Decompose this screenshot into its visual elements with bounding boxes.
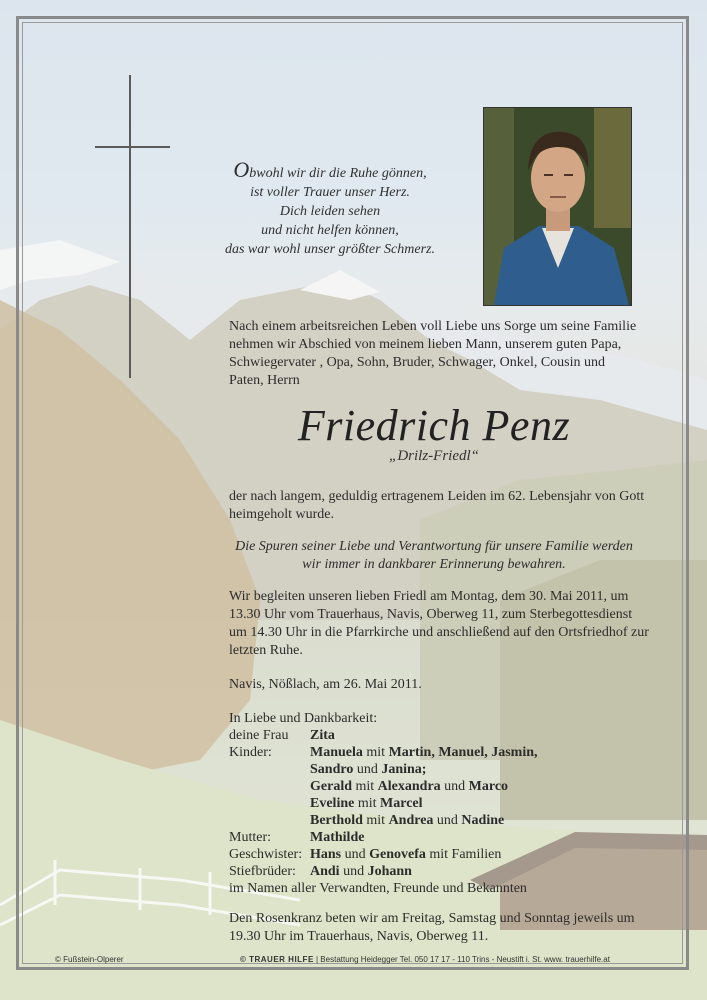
portrait-image xyxy=(484,108,631,305)
family-label: Kinder: xyxy=(229,745,272,760)
family-row-children xyxy=(229,778,669,795)
family-row-children xyxy=(229,744,669,761)
poem-line: das war wohl unser größter Schmerz. xyxy=(224,242,435,257)
cross-icon xyxy=(129,75,131,378)
family-joiner: und xyxy=(353,762,382,777)
family-name: Manuela xyxy=(310,745,363,760)
family-row-stepbrothers xyxy=(229,863,669,880)
family-row-wife xyxy=(229,727,669,744)
family-name: Zita xyxy=(310,728,335,743)
family-name: Alexandra xyxy=(377,779,441,794)
poem-line: Dich leiden sehen xyxy=(279,204,381,219)
family-name: Martin, Manuel, Jasmin, xyxy=(388,745,538,760)
funeral-paragraph: Wir begleiten unseren lieben Friedl am Montag, dem 30. Mai 2011, um 13.30 Uhr vom Trauerhaus, Navis, Oberweg 11, zum Sterbegottesdienst um 14.30 Uhr in die Pfarrkirche und anschließend auf den Ortsfriedhof zur letzten Ruhe. xyxy=(229,589,649,658)
family-label: deine Frau xyxy=(229,728,289,743)
family-joiner: mit xyxy=(362,745,389,760)
cross-icon-bar xyxy=(95,146,170,148)
poem xyxy=(190,157,470,259)
family-name: Mathilde xyxy=(310,830,365,845)
poem-line: ist voller Trauer unser Herz. xyxy=(250,185,410,200)
family-joiner: mit xyxy=(354,796,381,811)
family-name: Gerald xyxy=(310,779,352,794)
family-row-mother xyxy=(229,829,669,846)
family-joiner: und xyxy=(440,779,469,794)
family-name: Marcel xyxy=(380,796,423,811)
family-list xyxy=(229,710,669,897)
family-label: Mutter: xyxy=(229,830,271,845)
family-name: Andrea xyxy=(388,813,434,828)
family-closing: im Namen aller Verwandten, Freunde und Bekannten xyxy=(229,881,527,896)
family-row-siblings xyxy=(229,846,669,863)
family-label: Stiefbrüder: xyxy=(229,864,296,879)
family-heading: In Liebe und Dankbarkeit: xyxy=(229,711,378,726)
family-row-children xyxy=(229,812,669,829)
deceased-name: Friedrich Penz xyxy=(297,401,571,450)
family-joiner: mit xyxy=(352,779,378,794)
rosary-paragraph: Den Rosenkranz beten wir am Freitag, Samstag und Sonntag jeweils um 19.30 Uhr im Trauerhaus, Navis, Oberweg 11. xyxy=(229,911,635,944)
family-name: Berthold xyxy=(310,813,363,828)
funeral-home-details: | Bestattung Heidegger Tel. 050 17 17 - 110 Trins - Neustift i. St. www. trauerhilfe.at xyxy=(313,955,610,964)
family-name: Marco xyxy=(468,779,509,794)
family-name: Genovefa xyxy=(369,847,426,862)
family-name: Janina; xyxy=(381,762,427,777)
family-name: Andi xyxy=(310,864,340,879)
family-joiner: und xyxy=(433,813,462,828)
family-name: Eveline xyxy=(310,796,355,811)
family-name: Hans xyxy=(310,847,342,862)
family-joiner: und xyxy=(339,864,368,879)
portrait-photo xyxy=(483,107,632,306)
brand-logo: © TRAUER HILFE xyxy=(240,955,314,964)
family-name: Nadine xyxy=(461,813,505,828)
family-joiner: mit xyxy=(362,813,389,828)
nickname: „Drilz-Friedl“ xyxy=(388,448,479,464)
poem-line: bwohl wir dir die Ruhe gönnen, xyxy=(249,166,427,181)
family-joiner: mit Familien xyxy=(425,847,502,862)
photo-credit: © Fußstein-Olperer xyxy=(55,955,124,964)
funeral-home-credit xyxy=(240,955,610,964)
memorial-quote: Die Spuren seiner Liebe und Verantwortung für unsere Familie werden wir immer in dankbarer Erinnerung bewahren. xyxy=(235,539,633,572)
intro-paragraph: Nach einem arbeitsreichen Leben voll Liebe uns Sorge um seine Familie nehmen wir Abschied von meinem lieben Mann, unserem guten Papa, Schwiegervater , Opa, Sohn, Bruder, Schwager, Onkel, Cousin und Paten, Herrn xyxy=(229,319,637,388)
family-name: Sandro xyxy=(310,762,354,777)
family-joiner: und xyxy=(341,847,370,862)
family-row-children xyxy=(229,795,669,812)
poem-dropcap: O xyxy=(233,157,250,182)
place-date: Navis, Nößlach, am 26. Mai 2011. xyxy=(229,677,422,692)
family-name: Johann xyxy=(367,864,412,879)
passing-paragraph: der nach langem, geduldig ertragenem Leiden im 62. Lebensjahr von Gott heimgeholt wurde. xyxy=(229,489,645,522)
family-label: Geschwister: xyxy=(229,847,303,862)
family-row-children xyxy=(229,761,669,778)
poem-line: und nicht helfen können, xyxy=(261,223,399,238)
